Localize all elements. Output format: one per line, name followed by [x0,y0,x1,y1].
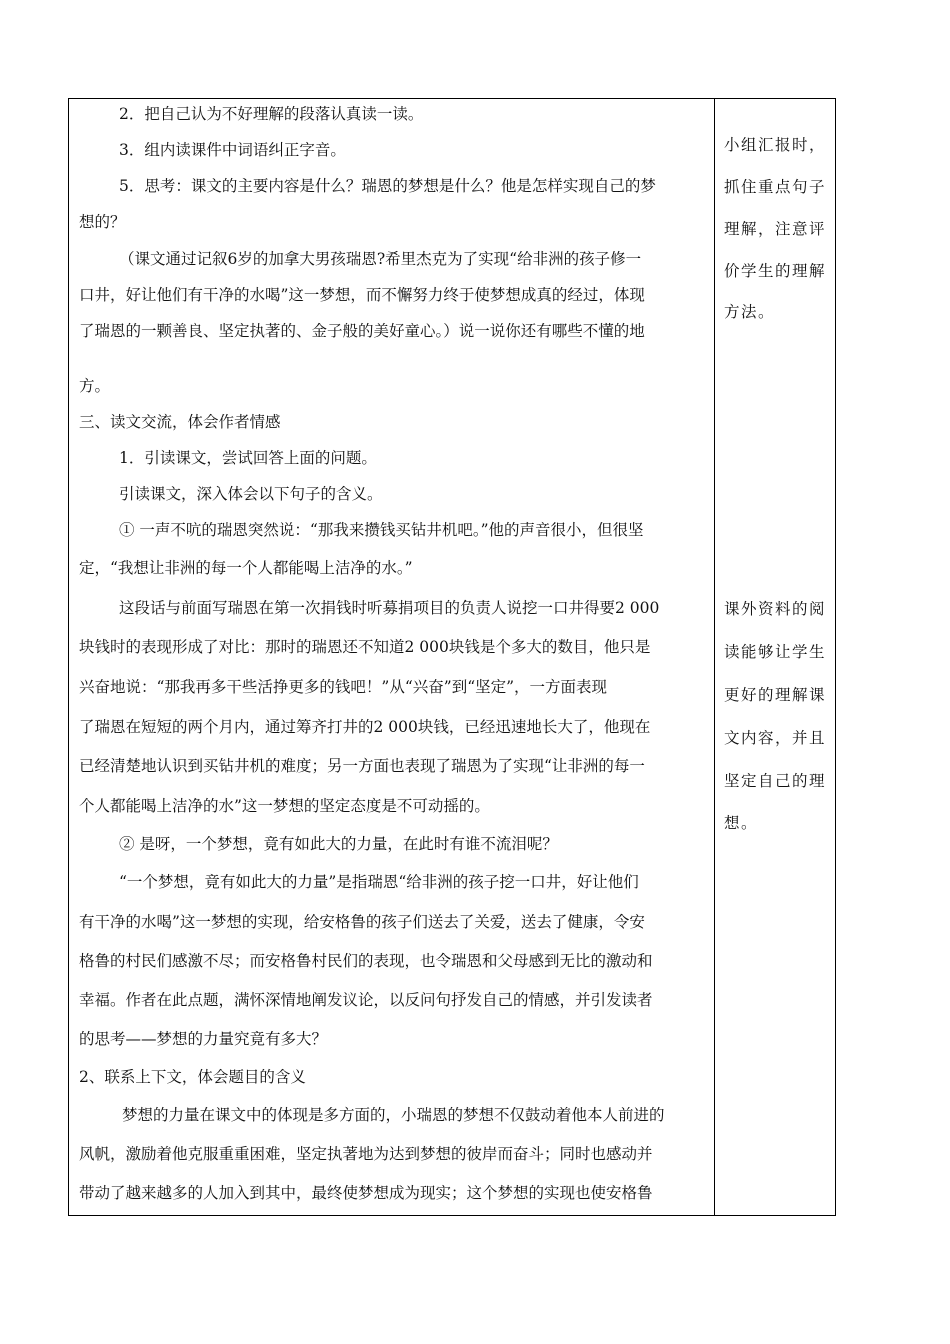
text-line: 想的？ [79,213,126,231]
text-line: 兴奋地说：“那我再多干些活挣更多的钱吧！”从“兴奋”到“坚定”，一方面表现 [79,678,608,696]
text-line: 了瑞恩在短短的两个月内，通过筹齐打井的2 000块钱，已经迅速地长大了，他现在 [79,718,651,736]
text-line: 带动了越来越多的人加入到其中，最终使梦想成为现实；这个梦想的实现也使安格鲁 [79,1184,653,1202]
text-line: 梦想的力量在课文中的体现是多方面的，小瑞恩的梦想不仅鼓动着他本人前进的 [122,1106,665,1124]
text-line: ① 一声不吭的瑞恩突然说：“那我来攒钱买钻井机吧。”他的声音很小，但很坚 [119,521,644,539]
text-line: 风帆，激励着他克服重重困难，坚定执著地为达到梦想的彼岸而奋斗；同时也感动并 [79,1145,653,1163]
note-line: 小组汇报时， [724,136,827,154]
note-line: 坚定自己的理 [724,772,827,790]
text-line: （课文通过记叙6岁的加拿大男孩瑞恩?希里杰克为了实现“给非洲的孩子修一 [119,250,642,268]
note-line: 读能够让学生 [724,643,827,661]
text-line: 已经清楚地认识到买钻井机的难度；另一方面也表现了瑞恩为了实现“让非洲的每一 [79,757,645,775]
text-line: 引读课文，深入体会以下句子的含义。 [119,485,383,503]
text-line: 3．组内读课件中词语纠正字音。 [119,141,346,159]
text-line: 格鲁的村民们感激不尽；而安格鲁村民们的表现，也令瑞恩和父母感到无比的激动和 [79,952,653,970]
column-divider [714,99,715,1215]
text-line: 个人都能喝上洁净的水”这一梦想的坚定态度是不可动摇的。 [79,797,490,815]
text-line: 了瑞恩的一颗善良、坚定执著的、金子般的美好童心。）说一说你还有哪些不懂的地 [79,322,645,340]
note-line: 抓住重点句子 [724,178,827,196]
lesson-table [68,98,836,1216]
text-line: 口井，好让他们有干净的水喝”这一梦想，而不懈努力终于使梦想成真的经过，体现 [79,286,645,304]
text-line: “一个梦想，竟有如此大的力量”是指瑞恩“给非洲的孩子挖一口井，好让他们 [119,873,639,891]
note-line: 方法。 [724,303,776,321]
text-line: 的思考——梦想的力量究竟有多大？ [79,1030,328,1048]
text-line: 幸福。作者在此点题，满怀深情地阐发议论，以反问句抒发自己的情感，并引发读者 [79,991,653,1009]
text-line: 方。 [79,377,111,395]
section-heading: 2、联系上下文，体会题目的含义 [79,1068,306,1086]
note-line: 课外资料的阅 [724,600,827,618]
section-heading: 三、读文交流，体会作者情感 [79,413,281,431]
note-line: 文内容，并且 [724,729,827,747]
text-line: ② 是呀，一个梦想，竟有如此大的力量，在此时有谁不流泪呢？ [119,835,558,853]
text-line: 1．引读课文，尝试回答上面的问题。 [119,449,377,467]
note-line: 想。 [724,814,759,832]
note-line: 理解，注意评 [724,220,827,238]
text-line: 5．思考：课文的主要内容是什么？瑞恩的梦想是什么？他是怎样实现自己的梦 [119,177,656,195]
note-line: 价学生的理解 [724,262,827,280]
note-line: 更好的理解课 [724,686,827,704]
text-line: 这段话与前面写瑞恩在第一次捐钱时听募捐项目的负责人说挖一口井得要2 000 [119,599,660,617]
text-line: 有干净的水喝”这一梦想的实现，给安格鲁的孩子们送去了关爱，送去了健康，令安 [79,913,645,931]
text-line: 2．把自己认为不好理解的段落认真读一读。 [119,105,424,123]
text-line: 块钱时的表现形成了对比：那时的瑞恩还不知道2 000块钱是个多大的数目，他只是 [79,638,651,656]
text-line: 定，“我想让非洲的每一个人都能喝上洁净的水。” [79,559,413,577]
